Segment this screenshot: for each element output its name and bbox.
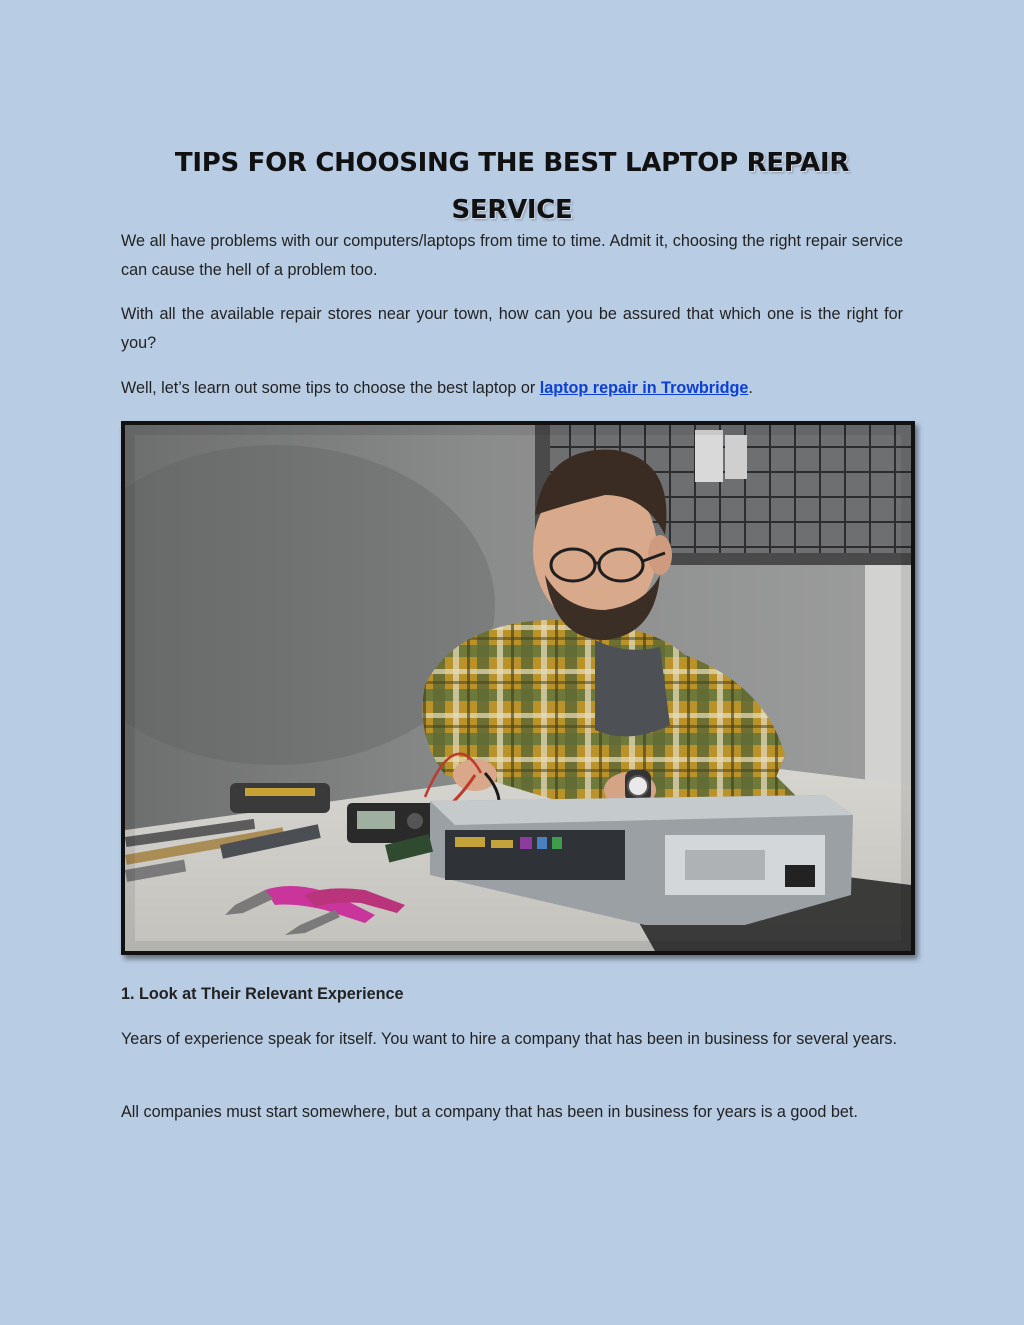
technician-repair-photo bbox=[121, 421, 915, 955]
section-1-paragraph-2: All companies must start somewhere, but a company that has been in business for years is a good bet. bbox=[121, 1103, 858, 1121]
title-line-1-emphasis: REPAIR bbox=[746, 148, 850, 179]
intro-paragraph: We all have problems with our computers/laptops from time to time. Admit it, choosing the right repair service can cause the hell of a problem too. bbox=[121, 232, 903, 279]
document-title bbox=[121, 140, 903, 234]
title-line-1: TIPS FOR CHOOSING THE BEST LAPTOP bbox=[174, 148, 738, 179]
paragraph-2: With all the available repair stores near your town, how can you be assured that which one is the right for you? bbox=[121, 305, 903, 352]
section-1-paragraph-1: Years of experience speak for itself. You want to hire a company that has been in business for several years. bbox=[121, 1030, 897, 1048]
section-1-heading: 1. Look at Their Relevant Experience bbox=[121, 985, 404, 1003]
laptop-repair-link[interactable]: laptop repair in Trowbridge bbox=[539, 379, 749, 397]
paragraph-3 bbox=[121, 374, 903, 403]
paragraph-3-suffix: . bbox=[748, 379, 753, 397]
photo-illustration bbox=[125, 425, 911, 951]
paragraph-3-prefix: Well, let’s learn out some tips to choose the best laptop or bbox=[121, 379, 540, 397]
title-line-2: SERVICE bbox=[451, 195, 573, 226]
